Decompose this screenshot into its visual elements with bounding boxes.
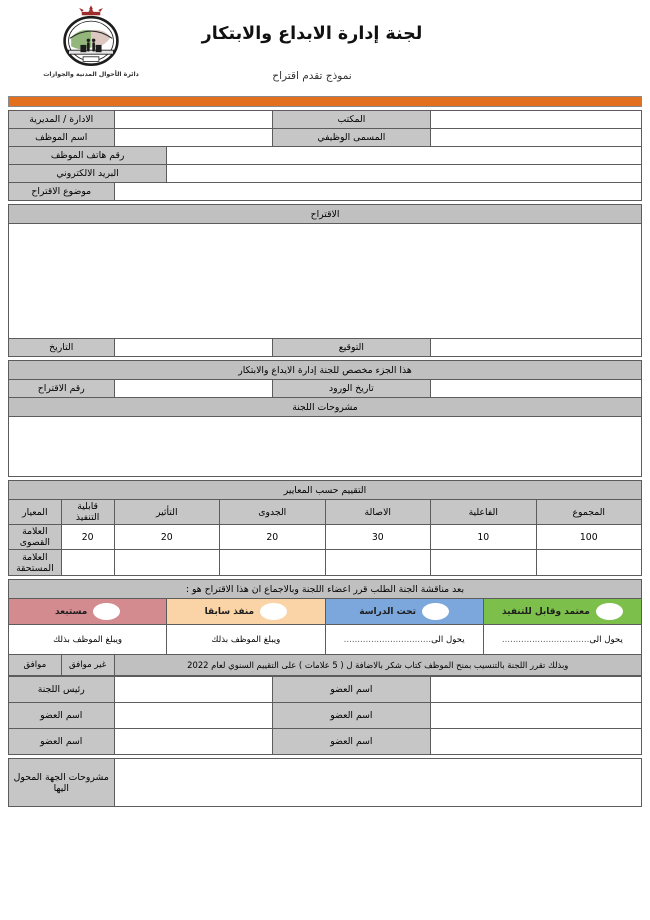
applicant-info-table (8, 110, 642, 201)
criteria-earned-row (9, 550, 642, 576)
decision-option-previously-implemented[interactable] (167, 599, 325, 625)
signature-value[interactable] (431, 339, 642, 357)
table-row (9, 129, 642, 147)
arrival-date-label: تاريخ الورود (272, 380, 430, 398)
page-title: لجنة إدارة الابداع والابتكار (201, 24, 423, 44)
table-row (9, 361, 642, 380)
member2-name-value[interactable] (114, 729, 272, 755)
action-rejected[interactable]: ويبلغ الموظف بذلك (9, 625, 167, 655)
subject-value[interactable] (114, 183, 642, 201)
committee-section-table (8, 360, 642, 477)
date-value[interactable] (114, 339, 272, 357)
table-row (9, 111, 642, 129)
referral-value[interactable] (114, 759, 642, 807)
employee-name-label: اسم الموظف (9, 129, 115, 147)
max-score-label: العلامة القصوى (9, 525, 62, 550)
agree-checkbox[interactable]: موافق (9, 655, 62, 676)
job-title-label: المسمى الوظيفي (272, 129, 430, 147)
table-row (9, 703, 642, 729)
criteria-max-row (9, 525, 642, 550)
table-row (9, 729, 642, 755)
directorate-label: الادارة / المديرية (9, 111, 115, 129)
action-approved-label: يحول الى (589, 634, 623, 645)
chair-name-value[interactable] (114, 677, 272, 703)
action-previously-implemented[interactable]: ويبلغ الموظف بذلك (167, 625, 325, 655)
office-value[interactable] (431, 111, 642, 129)
checkbox-rejected[interactable] (93, 603, 120, 620)
checkbox-previously-implemented[interactable] (260, 603, 287, 620)
chair-role-label: رئيس اللجنة (9, 677, 115, 703)
max-implementability: 20 (61, 525, 114, 550)
table-row (9, 147, 642, 165)
criteria-evaluation-table (8, 480, 642, 576)
criteria-section-title: التقييم حسب المعايير (9, 481, 642, 500)
logo-caption: دائرة الأحوال المدنية والجوازات (43, 71, 139, 78)
criteria-row-header: المعيار (9, 500, 62, 525)
committee-notes-value[interactable] (9, 417, 642, 477)
earned-impact[interactable] (114, 550, 220, 576)
decision-option-under-study[interactable] (325, 599, 483, 625)
accent-divider (8, 96, 642, 107)
table-row (9, 580, 642, 599)
job-title-value[interactable] (431, 129, 642, 147)
table-row (9, 224, 642, 339)
decision-actions-row (9, 625, 642, 655)
table-row (9, 380, 642, 398)
email-value[interactable] (167, 165, 642, 183)
employee-name-value[interactable] (114, 129, 272, 147)
committee-notes-title: مشروحات اللجنة (9, 398, 642, 417)
email-label: البريد الالكتروني (9, 165, 167, 183)
earned-implementability[interactable] (61, 550, 114, 576)
criteria-header-row (9, 500, 642, 525)
criteria-col-effectiveness: الفاعلية (431, 500, 537, 525)
checkbox-approved[interactable] (596, 603, 623, 620)
committee-section-title: هذا الجزء مخصص للجنة إدارة الايداع والابتكار (9, 361, 642, 380)
earned-originality[interactable] (325, 550, 431, 576)
action-under-study[interactable] (325, 625, 483, 655)
table-row (9, 398, 642, 417)
decision-option-under-study-label: تحت الدراسة (359, 606, 417, 617)
signature-label: التوقيع (272, 339, 430, 357)
table-row (9, 183, 642, 201)
earned-feasibility[interactable] (220, 550, 326, 576)
criteria-col-impact: التأثير (114, 500, 220, 525)
member1-sign-value[interactable] (431, 703, 642, 729)
decision-options-row (9, 599, 642, 625)
phone-value[interactable] (167, 147, 642, 165)
decision-option-rejected[interactable] (9, 599, 167, 625)
table-row (9, 759, 642, 807)
proposal-section-title: الاقتراح (9, 205, 642, 224)
decision-option-approved-label: معتمد وقابل للتنفيذ (501, 606, 590, 617)
table-row (9, 339, 642, 357)
proposal-body-value[interactable] (9, 224, 642, 339)
table-row (9, 481, 642, 500)
disagree-checkbox[interactable]: غير موافق (61, 655, 114, 676)
action-approved[interactable] (483, 625, 641, 655)
decision-intro: بعد مناقشة الجنة الطلب قرر اعضاء اللجنة وبالاجماع ان هذا الاقتراح هو : (9, 580, 642, 599)
action-under-study-label: يحول الى (431, 634, 465, 645)
directorate-value[interactable] (114, 111, 272, 129)
recommendation-row (9, 655, 642, 676)
member2-role-label: اسم العضو (9, 729, 115, 755)
member2-member-label: اسم العضو (272, 729, 430, 755)
organization-logo (16, 4, 166, 78)
civil-status-passports-emblem-icon (58, 4, 124, 70)
table-row (9, 165, 642, 183)
decision-section-table (8, 579, 642, 676)
earned-total[interactable] (536, 550, 642, 576)
max-feasibility: 20 (220, 525, 326, 550)
signatures-table (8, 676, 642, 755)
action-under-study-dots: ................................ (343, 634, 432, 645)
criteria-col-feasibility: الجدوى (220, 500, 326, 525)
table-row (9, 205, 642, 224)
subject-label: موضوع الاقتراح (9, 183, 115, 201)
recommendation-text: وبذلك تقرر اللجنة بالتنسيب بمنح الموظف كتاب شكر بالاضافة ل ( 5 علامات ) على التقييم السنوي لعام 2022 (114, 655, 642, 676)
decision-option-rejected-label: مستبعد (54, 606, 88, 617)
max-effectiveness: 10 (431, 525, 537, 550)
member2-sign-value[interactable] (431, 729, 642, 755)
member1-name-value[interactable] (114, 703, 272, 729)
referral-label: مشروحات الجهة المحول اليها (9, 759, 115, 807)
earned-score-label: العلامة المستحقة (9, 550, 62, 576)
criteria-col-originality: الاصالة (325, 500, 431, 525)
chair-sign-value[interactable] (431, 677, 642, 703)
max-total: 100 (536, 525, 642, 550)
page-subtitle: نموذج تقدم اقتراح (272, 70, 352, 82)
decision-option-previously-implemented-label: منفذ سابقا (204, 606, 255, 617)
member1-member-label: اسم العضو (272, 703, 430, 729)
form-header (8, 0, 642, 96)
proposal-no-value[interactable] (114, 380, 272, 398)
chair-member-label: اسم العضو (272, 677, 430, 703)
max-impact: 20 (114, 525, 220, 550)
arrival-date-value[interactable] (431, 380, 642, 398)
criteria-col-total: المجموع (536, 500, 642, 525)
phone-label: رقم هاتف الموظف (9, 147, 167, 165)
criteria-col-implementability: قابلية التنفيذ (61, 500, 114, 525)
table-row (9, 417, 642, 477)
max-originality: 30 (325, 525, 431, 550)
proposal-section-table (8, 204, 642, 357)
member1-role-label: اسم العضو (9, 703, 115, 729)
earned-effectiveness[interactable] (431, 550, 537, 576)
checkbox-under-study[interactable] (422, 603, 449, 620)
proposal-no-label: رقم الاقتراح (9, 380, 115, 398)
action-approved-dots: ................................ (501, 634, 590, 645)
office-label: المكتب (272, 111, 430, 129)
date-label: التاريخ (9, 339, 115, 357)
table-row (9, 677, 642, 703)
decision-option-approved[interactable] (483, 599, 641, 625)
referral-notes-table (8, 758, 642, 807)
